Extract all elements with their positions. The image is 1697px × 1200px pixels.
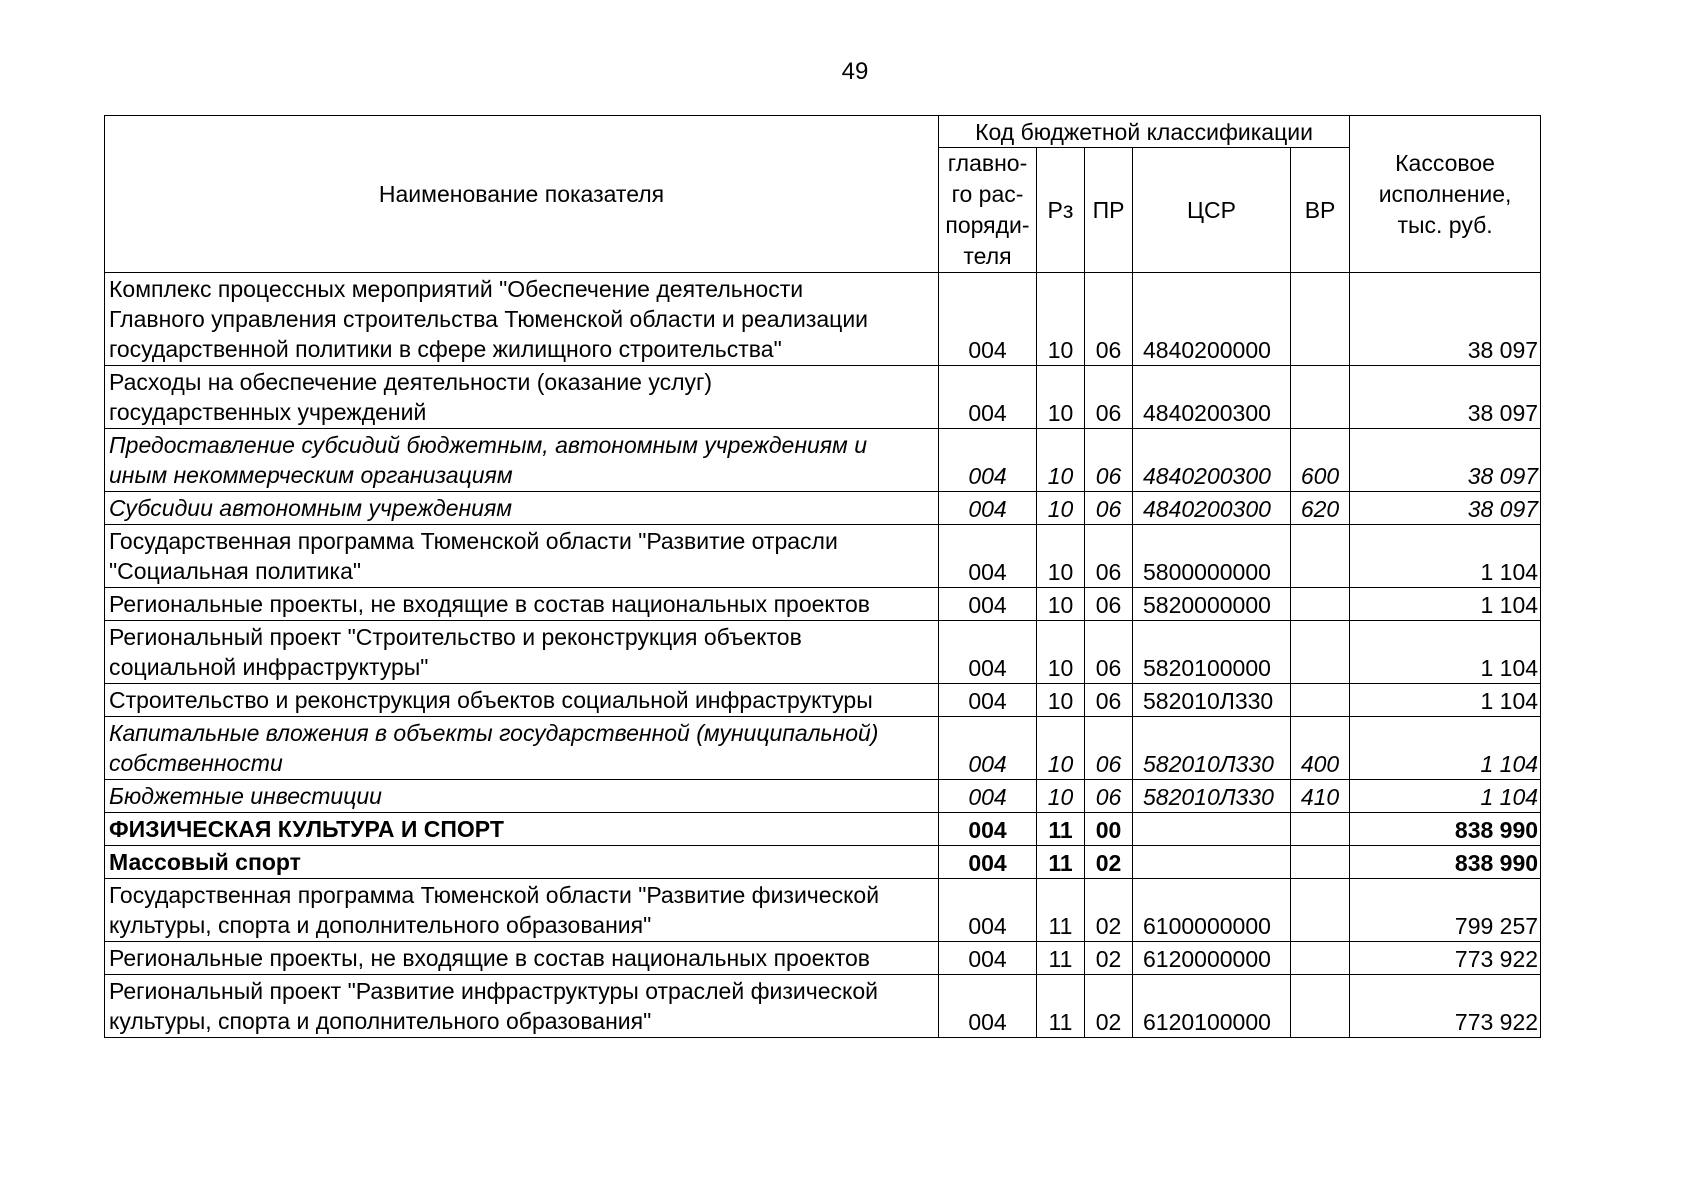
row-name-line: собственности — [109, 750, 283, 776]
row-name-line: Бюджетные инвестиции — [109, 783, 382, 809]
row-name-line: иным некоммерческим организациям — [109, 462, 513, 488]
table-header — [105, 116, 1541, 273]
table-row — [105, 846, 1541, 879]
row-name-cell — [105, 717, 939, 780]
table-row — [105, 717, 1541, 780]
vr-cell: 600 — [1291, 429, 1350, 492]
header-pr-col: ПР — [1085, 148, 1133, 273]
amount-cell: 773 922 — [1350, 975, 1541, 1038]
rz-cell: 11 — [1037, 813, 1085, 846]
row-name-line: Региональный проект "Развитие инфраструктуры отраслей физической — [109, 978, 878, 1004]
glavn-cell: 004 — [939, 366, 1037, 429]
vr-cell — [1291, 942, 1350, 975]
row-name-cell — [105, 879, 939, 942]
glavn-cell: 004 — [939, 621, 1037, 684]
row-name-cell — [105, 684, 939, 717]
row-name-line: Строительство и реконструкция объектов социальной инфраструктуры — [109, 687, 873, 713]
header-rz-col: Рз — [1037, 148, 1085, 273]
rz-cell: 10 — [1037, 273, 1085, 366]
table-row — [105, 492, 1541, 525]
row-name-cell — [105, 366, 939, 429]
row-name-cell — [105, 429, 939, 492]
table-row — [105, 975, 1541, 1038]
pr-cell: 06 — [1085, 525, 1133, 588]
table-row — [105, 684, 1541, 717]
vr-cell: 410 — [1291, 780, 1350, 813]
header-amount-line: тыс. руб. — [1397, 211, 1493, 238]
row-name-cell — [105, 273, 939, 366]
row-name-line: Массовый спорт — [109, 849, 301, 875]
csr-cell — [1133, 846, 1291, 879]
rz-cell: 11 — [1037, 879, 1085, 942]
pr-cell: 06 — [1085, 273, 1133, 366]
pr-cell: 06 — [1085, 621, 1133, 684]
rz-cell: 10 — [1037, 684, 1085, 717]
csr-cell: 5820000000 — [1133, 588, 1291, 621]
amount-cell: 1 104 — [1350, 684, 1541, 717]
amount-cell: 38 097 — [1350, 492, 1541, 525]
glavn-cell: 004 — [939, 684, 1037, 717]
pr-cell: 02 — [1085, 879, 1133, 942]
csr-cell: 4840200300 — [1133, 429, 1291, 492]
rz-cell: 10 — [1037, 780, 1085, 813]
vr-cell — [1291, 525, 1350, 588]
csr-cell: 4840200300 — [1133, 492, 1291, 525]
row-name-line: "Социальная политика" — [109, 558, 362, 584]
glavn-cell: 004 — [939, 525, 1037, 588]
csr-cell: 4840200000 — [1133, 273, 1291, 366]
csr-cell: 582010Л330 — [1133, 780, 1291, 813]
csr-cell: 6100000000 — [1133, 879, 1291, 942]
header-budget-classification: Код бюджетной классификации — [939, 116, 1350, 148]
row-name-line: культуры, спорта и дополнительного образования" — [109, 912, 652, 938]
pr-cell: 06 — [1085, 684, 1133, 717]
header-csr-col: ЦСР — [1133, 148, 1291, 273]
glavn-cell: 004 — [939, 273, 1037, 366]
amount-cell: 799 257 — [1350, 879, 1541, 942]
glavn-cell: 004 — [939, 717, 1037, 780]
row-name-line: ФИЗИЧЕСКАЯ КУЛЬТУРА И СПОРТ — [109, 816, 504, 842]
page-number: 49 — [841, 58, 869, 85]
vr-cell — [1291, 273, 1350, 366]
pr-cell: 06 — [1085, 780, 1133, 813]
rz-cell: 10 — [1037, 492, 1085, 525]
amount-cell: 838 990 — [1350, 846, 1541, 879]
amount-cell: 1 104 — [1350, 780, 1541, 813]
row-name-line: Региональные проекты, не входящие в состав национальных проектов — [109, 945, 871, 971]
amount-cell: 1 104 — [1350, 525, 1541, 588]
csr-cell: 4840200300 — [1133, 366, 1291, 429]
header-amount-col — [1350, 116, 1541, 273]
pr-cell: 06 — [1085, 588, 1133, 621]
row-name-line: Государственная программа Тюменской области "Развитие физической — [109, 882, 880, 908]
rz-cell: 10 — [1037, 366, 1085, 429]
vr-cell — [1291, 879, 1350, 942]
table-row — [105, 879, 1541, 942]
amount-cell: 1 104 — [1350, 588, 1541, 621]
vr-cell — [1291, 846, 1350, 879]
row-name-cell — [105, 621, 939, 684]
pr-cell: 02 — [1085, 942, 1133, 975]
csr-cell: 582010Л330 — [1133, 684, 1291, 717]
pr-cell: 06 — [1085, 429, 1133, 492]
glavn-cell: 004 — [939, 975, 1037, 1038]
row-name-line: Расходы на обеспечение деятельности (оказание услуг) — [109, 369, 713, 395]
amount-cell: 838 990 — [1350, 813, 1541, 846]
vr-cell — [1291, 684, 1350, 717]
rz-cell: 11 — [1037, 975, 1085, 1038]
glavn-cell: 004 — [939, 879, 1037, 942]
row-name-cell — [105, 588, 939, 621]
rz-cell: 10 — [1037, 588, 1085, 621]
table-row — [105, 273, 1541, 366]
row-name-line: Региональный проект "Строительство и реконструкция объектов — [109, 624, 802, 650]
table-row — [105, 813, 1541, 846]
pr-cell: 02 — [1085, 975, 1133, 1038]
vr-cell — [1291, 813, 1350, 846]
budget-table — [104, 115, 1541, 1038]
row-name-cell — [105, 813, 939, 846]
table-body — [105, 273, 1541, 1038]
rz-cell: 11 — [1037, 846, 1085, 879]
csr-cell: 6120100000 — [1133, 975, 1291, 1038]
amount-cell: 1 104 — [1350, 621, 1541, 684]
row-name-cell — [105, 975, 939, 1038]
row-name-cell — [105, 846, 939, 879]
csr-cell — [1133, 813, 1291, 846]
rz-cell: 10 — [1037, 717, 1085, 780]
row-name-line: Капитальные вложения в объекты государственной (муниципальной) — [109, 720, 879, 746]
glavn-cell: 004 — [939, 846, 1037, 879]
row-name-line: Государственная программа Тюменской области "Развитие отрасли — [109, 528, 838, 554]
pr-cell: 00 — [1085, 813, 1133, 846]
vr-cell — [1291, 588, 1350, 621]
vr-cell: 400 — [1291, 717, 1350, 780]
row-name-cell — [105, 492, 939, 525]
row-name-line: Комплекс процессных мероприятий "Обеспечение деятельности — [109, 276, 804, 302]
table-row — [105, 780, 1541, 813]
row-name-line: Предоставление субсидий бюджетным, автономным учреждениям и — [109, 432, 868, 458]
csr-cell: 5820100000 — [1133, 621, 1291, 684]
vr-cell: 620 — [1291, 492, 1350, 525]
table-row — [105, 942, 1541, 975]
rz-cell: 10 — [1037, 429, 1085, 492]
glavn-cell: 004 — [939, 588, 1037, 621]
glavn-cell: 004 — [939, 492, 1037, 525]
row-name-line: Региональные проекты, не входящие в состав национальных проектов — [109, 591, 871, 617]
header-glavn-line: го рас- — [951, 181, 1024, 207]
rz-cell: 10 — [1037, 621, 1085, 684]
rz-cell: 11 — [1037, 942, 1085, 975]
csr-cell: 6120000000 — [1133, 942, 1291, 975]
amount-cell: 38 097 — [1350, 429, 1541, 492]
header-glavn-line: теля — [963, 243, 1012, 269]
table-row — [105, 525, 1541, 588]
header-glavn-line: поряди- — [945, 212, 1030, 238]
row-name-line: Субсидии автономным учреждениям — [109, 495, 513, 521]
amount-cell: 1 104 — [1350, 717, 1541, 780]
rz-cell: 10 — [1037, 525, 1085, 588]
amount-cell: 773 922 — [1350, 942, 1541, 975]
vr-cell — [1291, 621, 1350, 684]
csr-cell: 582010Л330 — [1133, 717, 1291, 780]
glavn-cell: 004 — [939, 780, 1037, 813]
amount-cell: 38 097 — [1350, 366, 1541, 429]
table-row — [105, 588, 1541, 621]
table-row — [105, 366, 1541, 429]
header-glavn-line: главно- — [947, 150, 1028, 176]
pr-cell: 06 — [1085, 717, 1133, 780]
glavn-cell: 004 — [939, 942, 1037, 975]
row-name-line: культуры, спорта и дополнительного образования" — [109, 1008, 652, 1034]
vr-cell — [1291, 366, 1350, 429]
header-amount-line: Кассовое — [1395, 149, 1495, 176]
pr-cell: 06 — [1085, 492, 1133, 525]
header-amount-line: исполнение, — [1378, 180, 1512, 207]
glavn-cell: 004 — [939, 813, 1037, 846]
pr-cell: 02 — [1085, 846, 1133, 879]
row-name-line: государственной политики в сфере жилищного строительства" — [109, 336, 782, 362]
csr-cell: 5800000000 — [1133, 525, 1291, 588]
vr-cell — [1291, 975, 1350, 1038]
header-vr-col: ВР — [1291, 148, 1350, 273]
row-name-line: государственных учреждений — [109, 399, 427, 425]
table-row — [105, 429, 1541, 492]
amount-cell: 38 097 — [1350, 273, 1541, 366]
header-glavn-col — [939, 148, 1037, 273]
glavn-cell: 004 — [939, 429, 1037, 492]
row-name-cell — [105, 525, 939, 588]
header-name-col: Наименование показателя — [105, 116, 939, 273]
row-name-line: социальной инфраструктуры" — [109, 654, 429, 680]
row-name-cell — [105, 780, 939, 813]
row-name-line: Главного управления строительства Тюменской области и реализации — [109, 306, 869, 332]
pr-cell: 06 — [1085, 366, 1133, 429]
table-row — [105, 621, 1541, 684]
row-name-cell — [105, 942, 939, 975]
